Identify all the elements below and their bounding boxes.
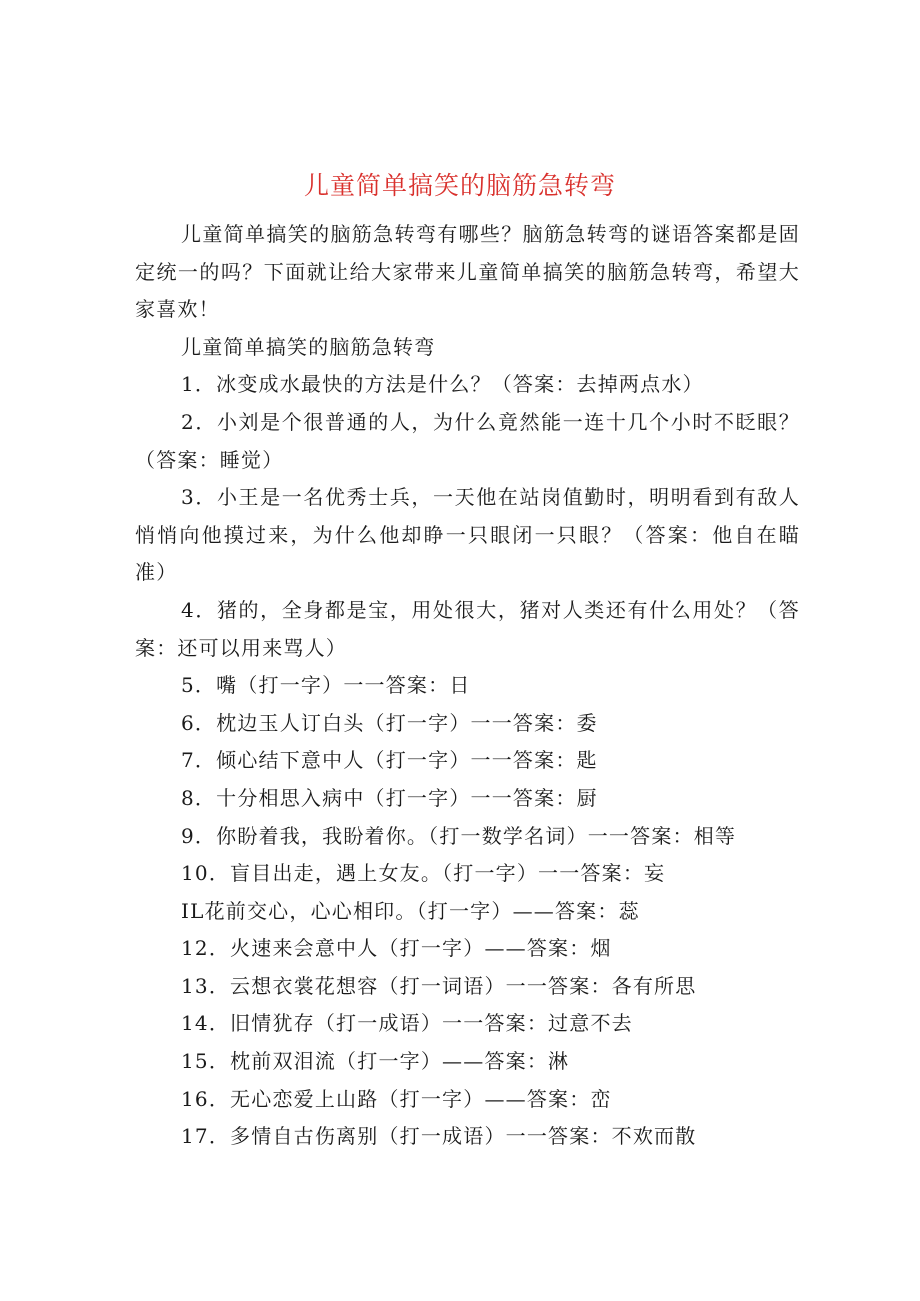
riddle-list (135, 366, 800, 1155)
list-item: 13．云想衣裳花想容（打一词语）一一答案：各有所思 (181, 973, 697, 998)
list-item: 7．倾心结下意中人（打一字）一一答案：匙 (181, 748, 598, 773)
list-item: 14．旧情犹存（打一成语）一一答案：过意不去 (181, 1011, 633, 1036)
list-item: 2．小刘是个很普通的人，为什么竟然能一连十几个小时不眨眼？（答案：睡觉） (135, 409, 800, 472)
list-item: 16．无心恋爱上山路（打一字）——答案：峦 (181, 1086, 612, 1111)
list-item: 5．嘴（打一字）一一答案：日 (181, 673, 471, 698)
list-item: 3．小王是一名优秀士兵，一天他在站岗值勤时，明明看到有敌人悄悄向他摸过来，为什么他却睁一只眼闭一只眼？（答案：他自在瞄准） (135, 485, 800, 585)
list-item: 9．你盼着我，我盼着你。（打一数学名词）一一答案：相等 (181, 823, 737, 848)
page-title: 儿童简单搞笑的脑筋急转弯 (303, 171, 616, 200)
document-body (135, 216, 800, 1156)
intro-paragraph: 儿童简单搞笑的脑筋急转弯有哪些？脑筋急转弯的谜语答案都是固定统一的吗？下面就让给大家带来儿童简单搞笑的脑筋急转弯，希望大家喜欢！ (135, 222, 800, 322)
list-item: 6．枕边玉人订白头（打一字）一一答案：委 (181, 710, 598, 735)
list-item: 17．多情自古伤离别（打一成语）一一答案：不欢而散 (181, 1124, 697, 1149)
list-item: 8．十分相思入病中（打一字）一一答案：厨 (181, 785, 598, 810)
list-item: IL花前交心，心心相印。（打一字）——答案：蕊 (181, 898, 640, 923)
list-item: 1．冰变成水最快的方法是什么？（答案：去掉两点水） (181, 372, 704, 397)
section-heading: 儿童简单搞笑的脑筋急转弯 (181, 334, 436, 359)
list-item: 15．枕前双泪流（打一字）——答案：淋 (181, 1049, 570, 1074)
list-item: 4．猪的，全身都是宝，用处很大，猪对人类还有什么用处？（答案：还可以用来骂人） (135, 597, 800, 660)
list-item: 12．火速来会意中人（打一字）——答案：烟 (181, 936, 612, 961)
list-item: 10．盲目出走，遇上女友。（打一字）一一答案：妄 (181, 861, 666, 886)
